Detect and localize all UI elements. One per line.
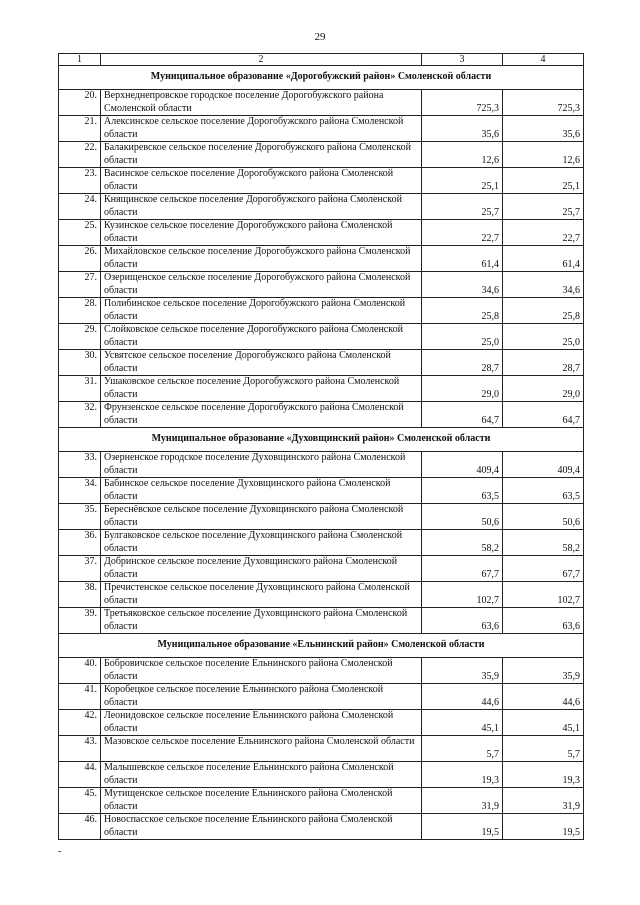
row-number: 46. <box>59 814 101 840</box>
row-number: 34. <box>59 478 101 504</box>
table-row <box>59 658 584 684</box>
table-row <box>59 298 584 324</box>
row-number: 25. <box>59 220 101 246</box>
value-col4: 64,7 <box>503 402 584 428</box>
row-number: 30. <box>59 350 101 376</box>
table-row <box>59 556 584 582</box>
value-col4: 58,2 <box>503 530 584 556</box>
row-number: 41. <box>59 684 101 710</box>
value-col3: 44,6 <box>422 684 503 710</box>
settlement-name: Фрунзенское сельское поселение Дорогобужского района Смоленской области <box>101 402 422 428</box>
value-col3: 28,7 <box>422 350 503 376</box>
table-row <box>59 582 584 608</box>
value-col4: 34,6 <box>503 272 584 298</box>
value-col4: 35,6 <box>503 116 584 142</box>
value-col4: 28,7 <box>503 350 584 376</box>
settlement-name: Третьяковское сельское поселение Духовщинского района Смоленской области <box>101 608 422 634</box>
value-col4: 25,1 <box>503 168 584 194</box>
table-row <box>59 788 584 814</box>
row-number: 29. <box>59 324 101 350</box>
table-row <box>59 684 584 710</box>
table-row <box>59 710 584 736</box>
row-number: 36. <box>59 530 101 556</box>
settlement-name: Васинское сельское поселение Дорогобужского района Смоленской области <box>101 168 422 194</box>
value-col4: 63,6 <box>503 608 584 634</box>
settlement-name: Мутищенское сельское поселение Ельнинского района Смоленской области <box>101 788 422 814</box>
table-row <box>59 608 584 634</box>
value-col3: 12,6 <box>422 142 503 168</box>
settlement-name: Ушаковское сельское поселение Дорогобужского района Смоленской области <box>101 376 422 402</box>
settlement-name: Булгаковское сельское поселение Духовщинского района Смоленской области <box>101 530 422 556</box>
settlement-name: Озерищенское сельское поселение Дорогобужского района Смоленской области <box>101 272 422 298</box>
row-number: 21. <box>59 116 101 142</box>
row-number: 35. <box>59 504 101 530</box>
value-col4: 25,8 <box>503 298 584 324</box>
value-col3: 63,5 <box>422 478 503 504</box>
table-row <box>59 504 584 530</box>
value-col4: 19,3 <box>503 762 584 788</box>
value-col3: 725,3 <box>422 90 503 116</box>
column-header: 4 <box>503 54 584 66</box>
value-col4: 25,0 <box>503 324 584 350</box>
settlement-name: Бобровичское сельское поселение Ельнинского района Смоленской области <box>101 658 422 684</box>
value-col3: 63,6 <box>422 608 503 634</box>
section-title: Муниципальное образование «Ельнинский район» Смоленской области <box>59 634 584 658</box>
table-row <box>59 168 584 194</box>
section-header-row <box>59 66 584 90</box>
table-row <box>59 762 584 788</box>
table-body <box>59 54 584 840</box>
settlement-name: Коробецкое сельское поселение Ельнинского района Смоленской области <box>101 684 422 710</box>
value-col3: 35,9 <box>422 658 503 684</box>
settlement-name: Мазовское сельское поселение Ельнинского района Смоленской области <box>101 736 422 762</box>
row-number: 22. <box>59 142 101 168</box>
value-col3: 31,9 <box>422 788 503 814</box>
settlement-name: Усвятское сельское поселение Дорогобужского района Смоленской области <box>101 350 422 376</box>
value-col3: 50,6 <box>422 504 503 530</box>
settlement-name: Леонидовское сельское поселение Ельнинского района Смоленской области <box>101 710 422 736</box>
row-number: 33. <box>59 452 101 478</box>
value-col4: 45,1 <box>503 710 584 736</box>
value-col4: 5,7 <box>503 736 584 762</box>
value-col3: 58,2 <box>422 530 503 556</box>
row-number: 32. <box>59 402 101 428</box>
settlement-name: Добринское сельское поселение Духовщинского района Смоленской области <box>101 556 422 582</box>
page-mark: - <box>58 846 62 857</box>
table-row <box>59 116 584 142</box>
settlement-name: Бабинское сельское поселение Духовщинского района Смоленской области <box>101 478 422 504</box>
value-col4: 67,7 <box>503 556 584 582</box>
settlement-name: Новоспасское сельское поселение Ельнинского района Смоленской области <box>101 814 422 840</box>
value-col4: 725,3 <box>503 90 584 116</box>
row-number: 44. <box>59 762 101 788</box>
column-header: 2 <box>101 54 422 66</box>
value-col4: 29,0 <box>503 376 584 402</box>
value-col4: 409,4 <box>503 452 584 478</box>
settlement-name: Кузинское сельское поселение Дорогобужского района Смоленской области <box>101 220 422 246</box>
table-row <box>59 350 584 376</box>
row-number: 27. <box>59 272 101 298</box>
column-header: 3 <box>422 54 503 66</box>
settlement-name: Пречистенское сельское поселение Духовщинского района Смоленской области <box>101 582 422 608</box>
value-col3: 19,5 <box>422 814 503 840</box>
table-row <box>59 478 584 504</box>
value-col4: 35,9 <box>503 658 584 684</box>
value-col4: 22,7 <box>503 220 584 246</box>
table-row <box>59 246 584 272</box>
value-col4: 63,5 <box>503 478 584 504</box>
table-row <box>59 376 584 402</box>
value-col4: 19,5 <box>503 814 584 840</box>
value-col4: 61,4 <box>503 246 584 272</box>
settlement-name: Княщинское сельское поселение Дорогобужского района Смоленской области <box>101 194 422 220</box>
row-number: 39. <box>59 608 101 634</box>
value-col4: 102,7 <box>503 582 584 608</box>
value-col3: 409,4 <box>422 452 503 478</box>
value-col3: 5,7 <box>422 736 503 762</box>
table-row <box>59 452 584 478</box>
value-col4: 31,9 <box>503 788 584 814</box>
value-col3: 25,8 <box>422 298 503 324</box>
value-col3: 34,6 <box>422 272 503 298</box>
row-number: 31. <box>59 376 101 402</box>
value-col3: 25,1 <box>422 168 503 194</box>
value-col3: 67,7 <box>422 556 503 582</box>
table-row <box>59 220 584 246</box>
value-col3: 102,7 <box>422 582 503 608</box>
settlement-name: Балакиревское сельское поселение Дорогобужского района Смоленской области <box>101 142 422 168</box>
table-row <box>59 142 584 168</box>
value-col4: 25,7 <box>503 194 584 220</box>
settlement-name: Малышевское сельское поселение Ельнинского района Смоленской области <box>101 762 422 788</box>
table-row <box>59 814 584 840</box>
value-col3: 25,7 <box>422 194 503 220</box>
row-number: 43. <box>59 736 101 762</box>
row-number: 45. <box>59 788 101 814</box>
page-number: 29 <box>314 31 326 43</box>
section-header-row <box>59 634 584 658</box>
row-number: 26. <box>59 246 101 272</box>
column-header-row <box>59 54 584 66</box>
value-col3: 25,0 <box>422 324 503 350</box>
row-number: 42. <box>59 710 101 736</box>
table-row <box>59 324 584 350</box>
value-col4: 44,6 <box>503 684 584 710</box>
table-row <box>59 530 584 556</box>
settlement-name: Озерненское городское поселение Духовщинского района Смоленской области <box>101 452 422 478</box>
section-title: Муниципальное образование «Духовщинский район» Смоленской области <box>59 428 584 452</box>
section-header-row <box>59 428 584 452</box>
value-col3: 64,7 <box>422 402 503 428</box>
settlement-name: Слойковское сельское поселение Дорогобужского района Смоленской области <box>101 324 422 350</box>
row-number: 37. <box>59 556 101 582</box>
settlement-name: Верхнеднепровское городское поселение Дорогобужского района Смоленской области <box>101 90 422 116</box>
table-row <box>59 402 584 428</box>
row-number: 24. <box>59 194 101 220</box>
row-number: 38. <box>59 582 101 608</box>
column-header: 1 <box>59 54 101 66</box>
value-col3: 45,1 <box>422 710 503 736</box>
budget-table <box>58 53 584 840</box>
value-col3: 35,6 <box>422 116 503 142</box>
row-number: 20. <box>59 90 101 116</box>
settlement-name: Алексинское сельское поселение Дорогобужского района Смоленской области <box>101 116 422 142</box>
table-row <box>59 194 584 220</box>
settlement-name: Полибинское сельское поселение Дорогобужского района Смоленской области <box>101 298 422 324</box>
value-col4: 12,6 <box>503 142 584 168</box>
value-col3: 61,4 <box>422 246 503 272</box>
row-number: 28. <box>59 298 101 324</box>
value-col4: 50,6 <box>503 504 584 530</box>
value-col3: 22,7 <box>422 220 503 246</box>
table-row <box>59 272 584 298</box>
table-row <box>59 736 584 762</box>
settlement-name: Михайловское сельское поселение Дорогобужского района Смоленской области <box>101 246 422 272</box>
settlement-name: Береснёвское сельское поселение Духовщинского района Смоленской области <box>101 504 422 530</box>
row-number: 23. <box>59 168 101 194</box>
table-row <box>59 90 584 116</box>
row-number: 40. <box>59 658 101 684</box>
value-col3: 19,3 <box>422 762 503 788</box>
value-col3: 29,0 <box>422 376 503 402</box>
section-title: Муниципальное образование «Дорогобужский район» Смоленской области <box>59 66 584 90</box>
